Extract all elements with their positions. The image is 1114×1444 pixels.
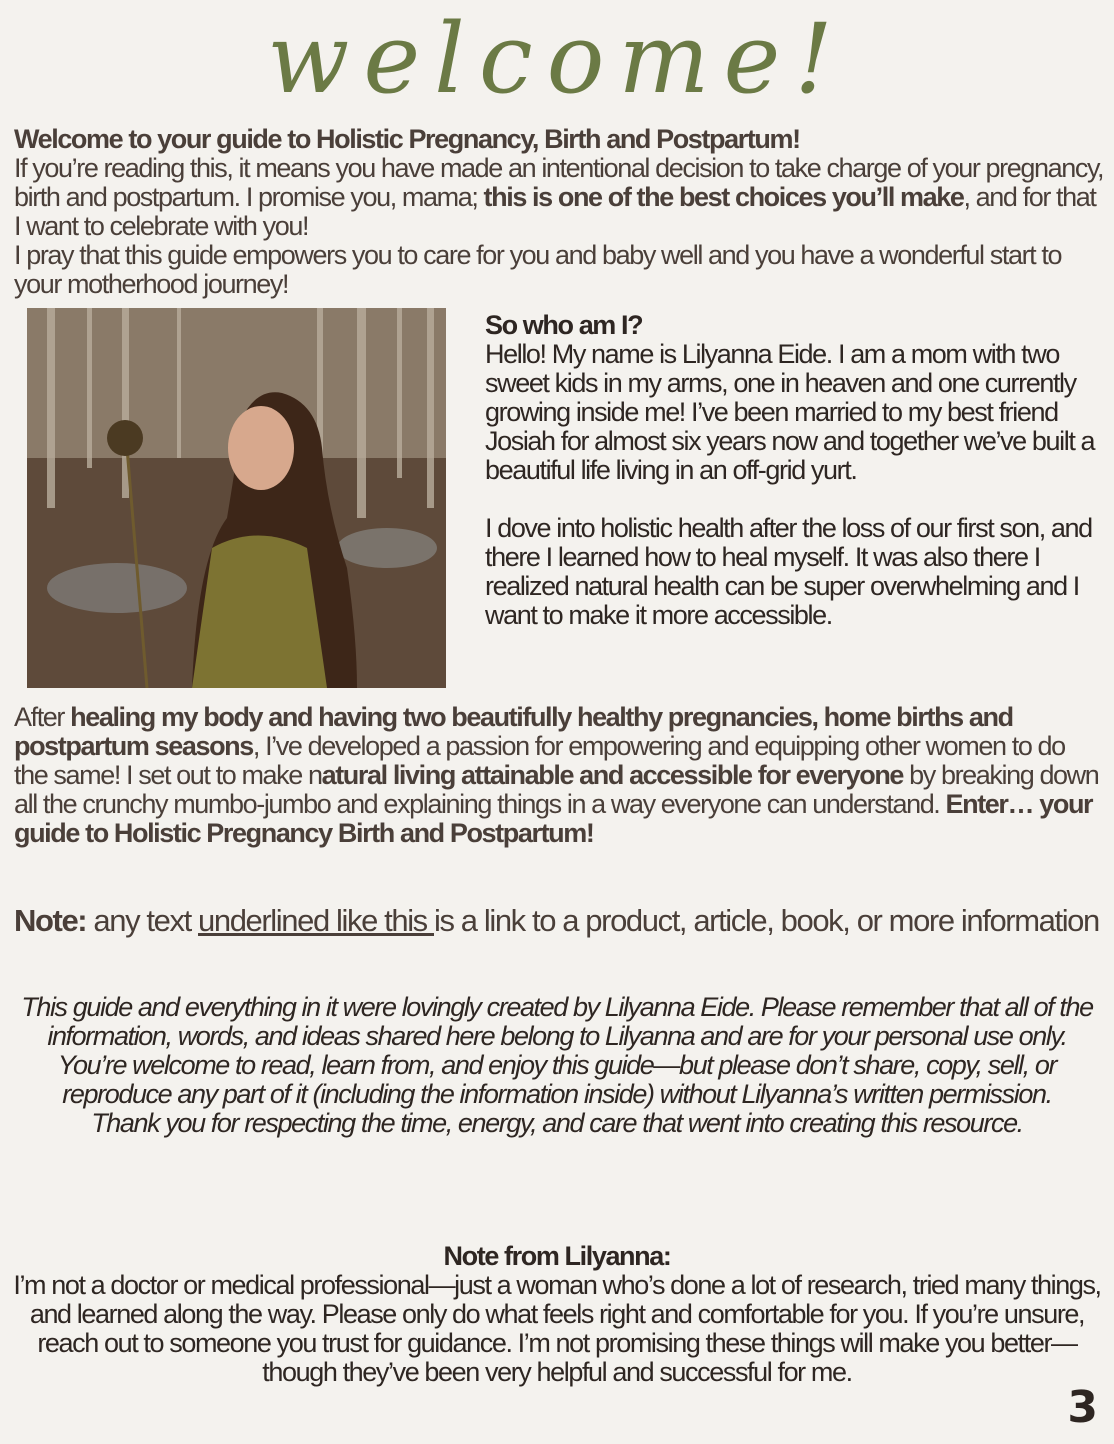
intro-lead: Welcome to your guide to Holistic Pregnancy, Birth and Postpartum! [14,124,800,154]
story-bold-1: healing my body and having two beautifully healthy pregnancies, home births and postpartum seasons [14,702,1013,761]
bio-paragraph-2: I dove into holistic health after the loss of our first son, and there I learned how to heal myself. It was also there I realized natural health can be super overwhelming and I want to make it more accessible. [485,513,1092,630]
story-paragraph [14,703,1104,848]
intro-section [14,125,1104,299]
copyright-notice [10,993,1104,1138]
bio-heading: So who am I? [485,310,643,340]
story-text-1: After [14,702,71,732]
copyright-paragraph-1: This guide and everything in it were lovingly created by Lilyanna Eide. Please remember that all of the information, words, and ideas shared here belong to Lilyanna and are for your personal use only. [21,992,1093,1051]
portrait-photo [27,308,446,688]
story-bold-3: Enter… your guide to Holistic Pregnancy Birth and Postpartum! [14,789,1093,848]
intro-bold: this is one of the best choices you’ll make [483,182,964,212]
link-note [14,904,1104,937]
note-label: Note: [14,903,87,938]
intro-paragraph-2: I pray that this guide empowers you to care for you and baby well and you have a wonderful start to your motherhood journey! [14,240,1062,299]
copyright-paragraph-2: You’re welcome to read, learn from, and enjoy this guide—but please don’t share, copy, sell, or reproduce any part of it (including the information inside) without Lilyanna’s written permission. [57,1050,1057,1109]
note-text-1: any text [86,903,199,938]
story-text-3: by breaking down all the crunchy mumbo-jumbo and explaining things in a way everyone can understand. [14,760,1099,819]
disclaimer [10,1242,1104,1387]
bio-section [485,311,1095,630]
page-title: welcome! [267,3,847,115]
disclaimer-body: I’m not a doctor or medical professional—just a woman who’s done a lot of research, tried many things, and learned along the way. Please only do what feels right and comfortable for you. If you’re unsure, reach out to someone you trust for guidance. I’m not promising these things will make you better—though they’ve been very helpful and successful for me. [13,1270,1101,1387]
copyright-paragraph-3: Thank you for respecting the time, energy, and care that went into creating this resource. [91,1108,1023,1138]
intro-text-b: , and for that I want to celebrate with you! [14,182,1096,241]
example-link[interactable]: underlined like this [198,903,434,938]
note-text-2: is a link to a product, article, book, or more information [434,903,1099,938]
bio-paragraph-1: Hello! My name is Lilyanna Eide. I am a mom with two sweet kids in my arms, one in heaven and one currently growing inside me! I’ve been married to my best friend Josiah for almost six years now and together we’ve built a beautiful life living in an off-grid yurt. [485,339,1095,485]
story-bold-2: atural living attainable and accessible for everyone [321,760,904,790]
intro-text-a: If you’re reading this, it means you have made an intentional decision to take charge of your pregnancy, birth and postpartum. I promise you, mama; [14,153,1104,212]
forest-photo-illustration [27,308,446,688]
disclaimer-heading: Note from Lilyanna: [443,1241,671,1271]
story-text-2: , I’ve developed a passion for empowering and equipping other women to do the same! I set out to make n [14,731,1065,790]
page-number: 3 [1067,1382,1098,1433]
intro-paragraph-1 [14,154,1104,241]
